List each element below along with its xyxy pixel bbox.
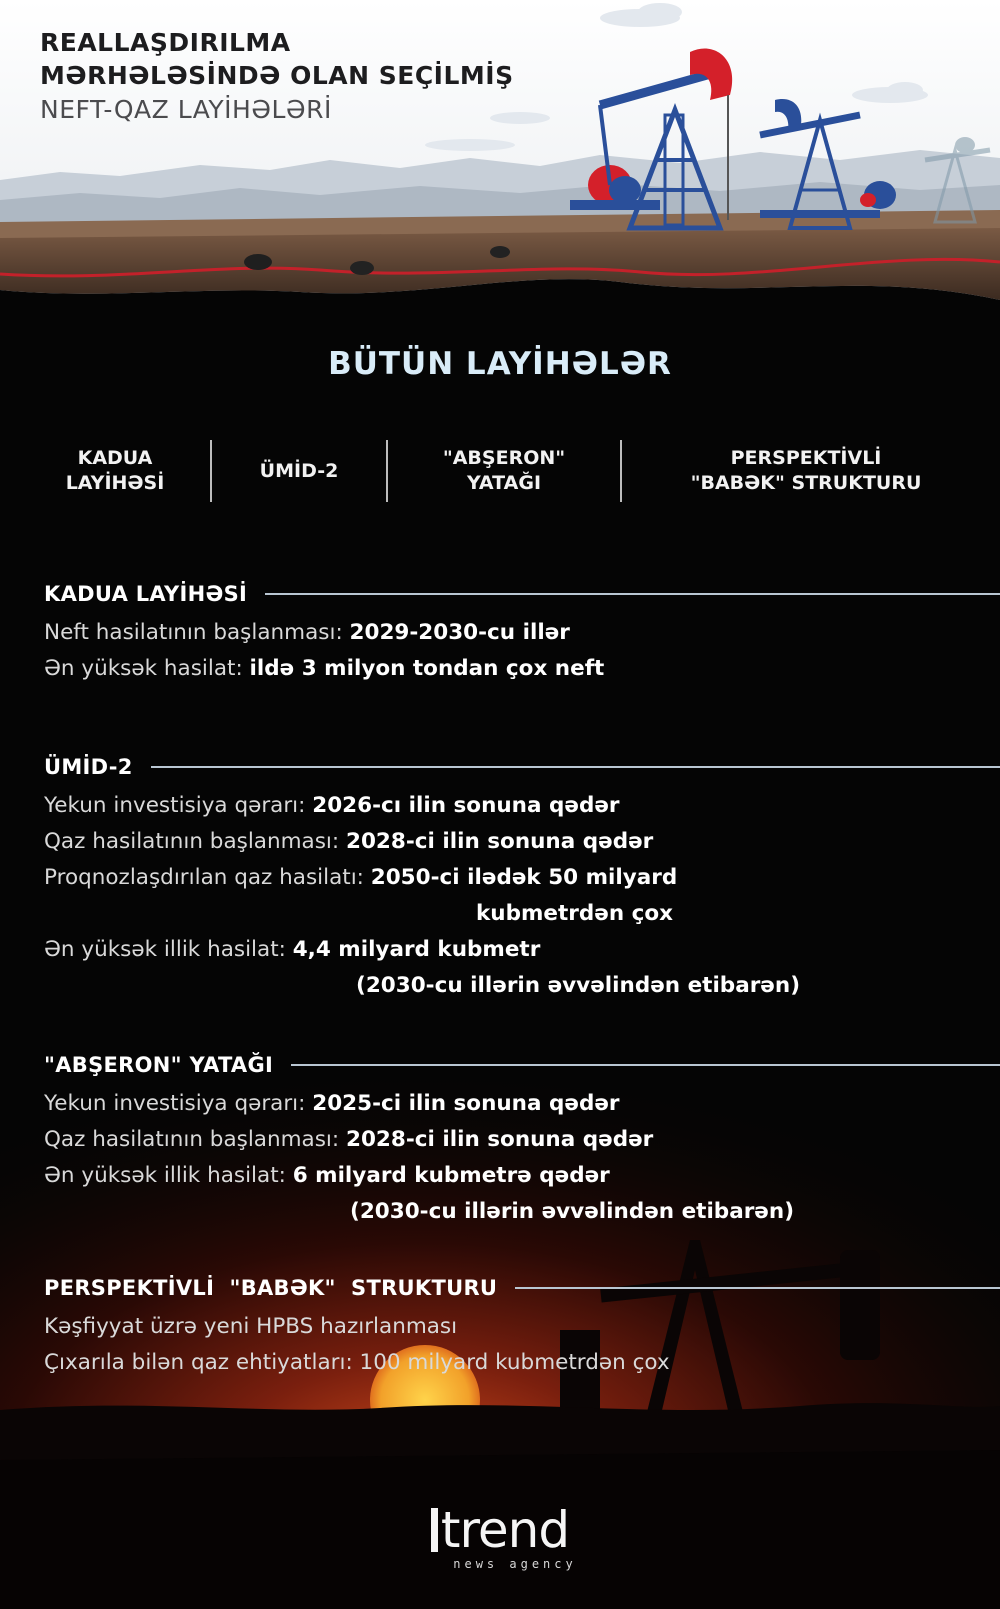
row-value: 6 milyard kubmetrə qədər — [292, 1163, 610, 1188]
project-tabs — [20, 436, 990, 506]
row-value: 4,4 milyard kubmetr — [292, 937, 541, 962]
info-row — [44, 1122, 1000, 1158]
info-row — [44, 860, 1000, 896]
info-row — [44, 1345, 1000, 1381]
logo-word: trend — [440, 1501, 570, 1559]
row-label: Yekun investisiya qərarı: — [44, 793, 313, 818]
section-title: ÜMİD-2 — [44, 755, 133, 779]
info-row-continuation — [44, 896, 1000, 932]
trend-logo — [0, 1501, 1000, 1571]
title-line-2: MƏRHƏLƏSİNDƏ OLAN SEÇİLMİŞ — [40, 61, 514, 90]
row-label: Kəşfiyyat üzrə yeni HPBS hazırlanması — [44, 1314, 458, 1339]
section-babek — [44, 1273, 1000, 1381]
header-illustration — [0, 0, 1000, 330]
row-value: 2029-2030-cu illər — [349, 620, 570, 645]
section-divider — [515, 1287, 1000, 1289]
section-title: KADUA LAYİHƏSİ — [44, 582, 248, 606]
info-row — [44, 1086, 1000, 1122]
info-row — [44, 1158, 1000, 1194]
row-value: 2025-ci ilin sonuna qədər — [312, 1091, 620, 1116]
section-umid-2 — [44, 752, 1000, 1004]
title-line-1: REALLAŞDIRILMA — [40, 28, 291, 57]
row-label: Qaz hasilatının başlanması: — [44, 829, 346, 854]
section-absheron — [44, 1050, 1000, 1230]
page-title — [40, 26, 514, 128]
info-row — [44, 824, 1000, 860]
section-kadua — [44, 579, 1000, 687]
tab-absheron[interactable]: "ABŞERON" YATAĞI — [442, 447, 566, 494]
row-value: ildə 3 milyon tondan çox neft — [249, 656, 605, 681]
row-label: Neft hasilatının başlanması: — [44, 620, 350, 645]
info-row-continuation — [44, 968, 1000, 1004]
logo-subtitle: news agency — [453, 1557, 577, 1571]
row-label: Ən yüksək hasilat: — [44, 656, 250, 681]
row-label: Ən yüksək illik hasilat: — [44, 1163, 293, 1188]
row-label: Yekun investisiya qərarı: — [44, 1091, 313, 1116]
title-line-3: NEFT-QAZ LAYİHƏLƏRİ — [40, 95, 332, 124]
row-value: 2028-ci ilin sonuna qədər — [345, 829, 654, 854]
info-row — [44, 615, 1000, 651]
section-divider — [265, 593, 1000, 595]
row-value: (2030-cu illərin əvvəlindən etibarən) — [350, 1199, 795, 1224]
section-title: PERSPEKTİVLİ "BABƏK" STRUKTURU — [44, 1276, 498, 1300]
logo-bar-icon — [431, 1508, 438, 1552]
row-value: kubmetrdən çox — [476, 901, 674, 926]
section-title: "ABŞERON" YATAĞI — [44, 1053, 274, 1077]
all-projects-heading: BÜTÜN LAYİHƏLƏR — [328, 346, 672, 382]
section-divider — [151, 766, 1000, 768]
info-row-continuation — [44, 1194, 1000, 1230]
tab-kadua[interactable]: KADUA LAYİHƏSİ — [65, 447, 165, 494]
row-label: Çıxarıla bilən qaz ehtiyatları: 100 milyard kubmetrdən çox — [44, 1350, 670, 1375]
tab-umid-2[interactable]: ÜMİD-2 — [259, 459, 339, 482]
tab-babek[interactable]: PERSPEKTİVLİ "BABƏK" STRUKTURU — [690, 447, 922, 494]
section-divider — [291, 1064, 1000, 1066]
info-row — [44, 651, 1000, 687]
row-value: 2050-ci ilədək 50 milyard — [370, 865, 678, 890]
info-row — [44, 788, 1000, 824]
row-label: Qaz hasilatının başlanması: — [44, 1127, 346, 1152]
row-label: Proqnozlaşdırılan qaz hasilatı: — [44, 865, 371, 890]
row-value: (2030-cu illərin əvvəlindən etibarən) — [356, 973, 801, 998]
info-row — [44, 932, 1000, 968]
info-row — [44, 1309, 1000, 1345]
row-label: Ən yüksək illik hasilat: — [44, 937, 293, 962]
row-value: 2028-ci ilin sonuna qədər — [345, 1127, 654, 1152]
row-value: 2026-cı ilin sonuna qədər — [312, 793, 620, 818]
